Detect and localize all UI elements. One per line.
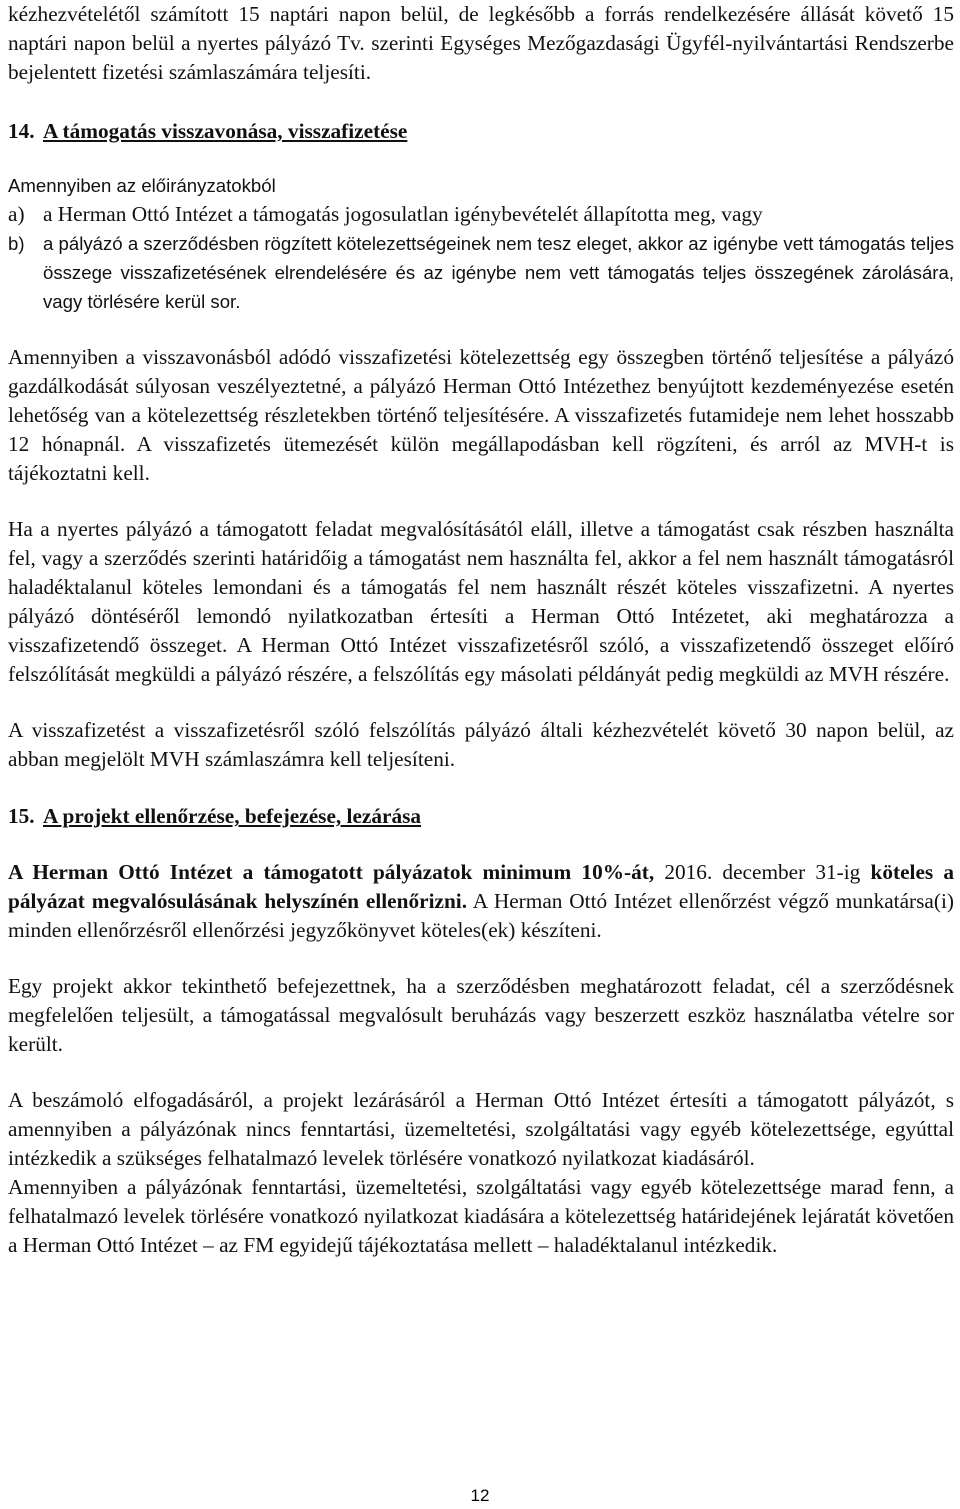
list-item-b [8, 229, 954, 316]
deadline-text: 2016. december 31-ig [654, 860, 871, 884]
section-15-paragraph-2: Egy projekt akkor tekinthető befejezettnek, ha a szerződésben meghatározott feladat, cél a szerződésnek megfelelően teljesült, a támogatással megvalósult beruházás vagy beszerzett eszköz használatba vételre sor került. [8, 974, 954, 1056]
page-number: 12 [470, 1486, 490, 1505]
list-item-a-label: a) [8, 202, 25, 226]
list-item-b-text: a pályázó a szerződésben rögzített kötelezettségeinek nem tesz eleget, akkor az igénybe vett támogatás teljes összege visszafizetésének elrendelésére és az igénybe nem vett támogatás teljes összegének zárolására, vagy törlésére kerül sor. [43, 233, 954, 312]
section-15-number: 15. [8, 804, 35, 828]
list-item-a-text: a Herman Ottó Intézet a támogatás jogosulatlan igénybevételét állapította meg, vagy [43, 202, 763, 226]
bold-phrase-1: A Herman Ottó Intézet a támogatott pályázatok minimum 10%-át, [8, 860, 655, 884]
section-14-paragraph-2: Ha a nyertes pályázó a támogatott feladat megvalósításától eláll, illetve a támogatást csak részben használta fel, vagy a szerződés szerinti határidőig a támogatást nem használta fel, akkor a fel nem használt támogatásról haladéktalanul köteles lemondani és a támogatás fel nem használt részét köteles visszafizetni. A nyertes pályázó döntéséről lemondó nyilatkozatban értesíti a Herman Ottó Intézetet, aki meghatározza a visszafizetendő összeget. A Herman Ottó Intézet visszafizetésről szóló, a visszafizetendő összeget előíró felszólítását megküldi a pályázó részére, a felszólítás egy másolati példányát pedig megküldi az MVH részére. [8, 517, 954, 686]
section-14-paragraph-3: A visszafizetést a visszafizetésről szóló felszólítás pályázó általi kézhezvételét követő 30 napon belül, az abban megjelölt MVH számlaszámra kell teljesíteni. [8, 718, 954, 771]
section-14-title: A támogatás visszavonása, visszafizetése [43, 119, 408, 143]
bold-phrase-2: köteles a pályázat megvalósulásának helyszínén ellenőrizni. [8, 860, 954, 913]
section-15-paragraph-1 [8, 858, 954, 945]
section-14-paragraph-1: Amennyiben a visszavonásból adódó visszafizetési kötelezettség egy összegben történő teljesítése a pályázó gazdálkodását súlyosan veszélyeztetné, a pályázó Herman Ottó Intézethez benyújtott kezdeményezése esetén lehetőség van a kötelezettség részletekben történő teljesítésére. A visszafizetés futamideje nem lehet hosszabb 12 hónapnál. A visszafizetés ütemezését külön megállapodásban kell rögzíteni, és arról az MVH-t is tájékoztatni kell. [8, 345, 954, 485]
intro-paragraph: kézhezvételétől számított 15 naptári napon belül, de legkésőbb a forrás rendelkezésére állását követő 15 naptári napon belül a nyertes pályázó Tv. szerinti Egységes Mezőgazdasági Ügyfél-nyilvántartási Rendszerbe bejelentett fizetési számlaszámára teljesíti. [8, 2, 954, 84]
document-page [8, 0, 954, 1260]
list-item-a [8, 200, 954, 229]
inspector-text: A Herman Ottó Intézet ellenőrzést végző munkatársa(i) minden ellenőrzésről ellenőrzési jegyzőkönyvet köteles(ek) készíteni. [8, 889, 954, 942]
section-14-lead: Amennyiben az előirányzatokból [8, 175, 276, 196]
section-15-heading [8, 802, 954, 831]
section-15-paragraph-4: Amennyiben a pályázónak fenntartási, üzemeltetési, szolgáltatási vagy egyéb kötelezettsége marad fenn, a felhatalmazó levelek törlésére vonatkozó nyilatkozat kiadására a kötelezettség határidejének lejáratát követően a Herman Ottó Intézet – az FM egyidejű tájékoztatása mellett – haladéktalanul intézkedik. [8, 1175, 954, 1257]
list-item-b-label: b) [8, 233, 25, 254]
section-14-number: 14. [8, 119, 35, 143]
section-15-title: A projekt ellenőrzése, befejezése, lezárása [43, 804, 422, 828]
section-15-paragraph-3: A beszámoló elfogadásáról, a projekt lezárásáról a Herman Ottó Intézet értesíti a támogatott pályázót, s amennyiben a pályázónak nincs fenntartási, üzemeltetési, szolgáltatási vagy egyéb kötelezettsége, egyúttal intézkedik a szükséges felhatalmazó levelek törlésére vonatkozó nyilatkozat kiadásáról. [8, 1088, 954, 1170]
section-14-heading [8, 117, 954, 146]
